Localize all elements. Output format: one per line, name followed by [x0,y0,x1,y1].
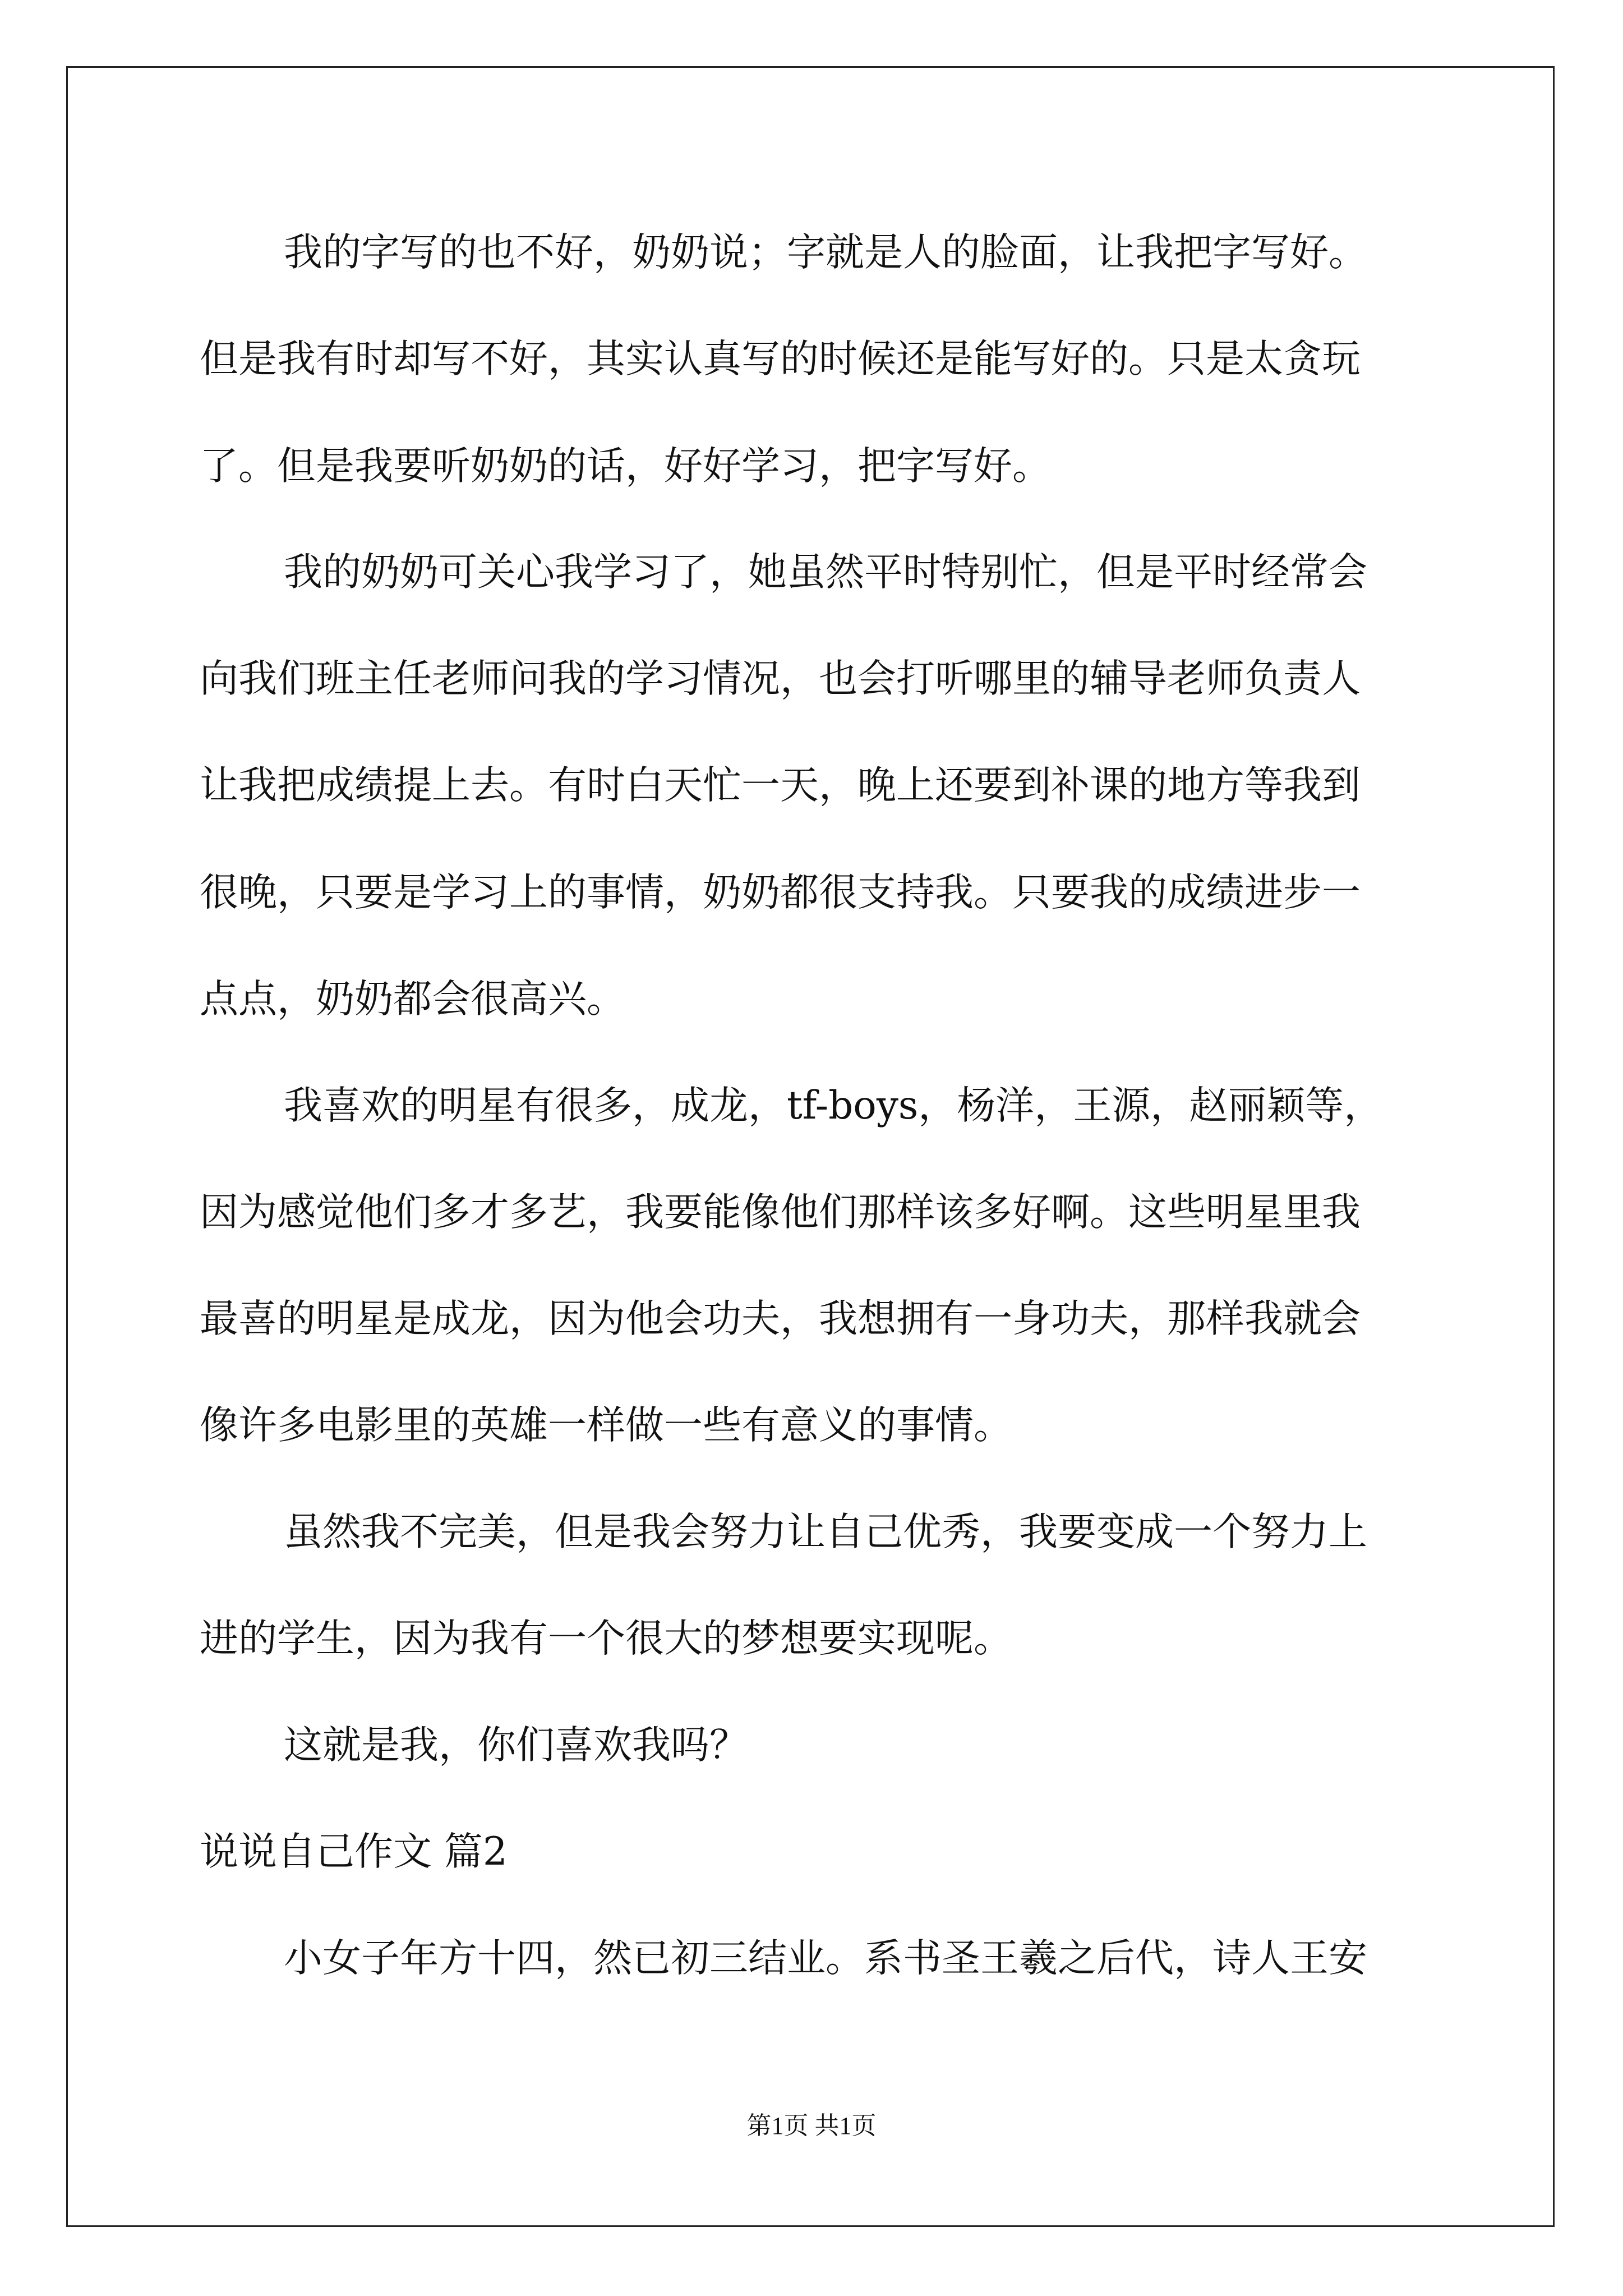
paragraph-line: 很晚，只要是学习上的事情，奶奶都很支持我。只要我的成绩进步一 [200,870,1361,915]
paragraph-line: 进的学生，因为我有一个很大的梦想要实现呢。 [200,1616,1012,1661]
paragraph-line: 我喜欢的明星有很多，成龙，tf-boys，杨洋，王源，赵丽颖等， [284,1083,1383,1128]
paragraph-line: 小女子年方十四，然已初三结业。系书圣王羲之后代，诗人王安 [284,1936,1367,1981]
section-heading: 说说自己作文 篇2 [200,1829,508,1874]
page-footer: 第1页 共1页 [746,2112,877,2139]
paragraph-line: 我的奶奶可关心我学习了，她虽然平时特别忙，但是平时经常会 [284,550,1367,595]
paragraph-line: 像许多电影里的英雄一样做一些有意义的事情。 [200,1403,1012,1448]
paragraph-line: 向我们班主任老师问我的学习情况，也会打听哪里的辅导老师负责人 [200,656,1361,701]
paragraph-line: 但是我有时却写不好，其实认真写的时候还是能写好的。只是太贪玩 [200,337,1361,381]
paragraph-line: 虽然我不完美，但是我会努力让自己优秀，我要变成一个努力上 [284,1510,1367,1554]
paragraph-line: 这就是我，你们喜欢我吗？ [284,1723,748,1768]
paragraph-line: 点点，奶奶都会很高兴。 [200,977,625,1022]
paragraph-line: 了。但是我要听奶奶的话，好好学习，把字写好。 [200,444,1051,489]
paragraph-line: 让我把成绩提上去。有时白天忙一天，晚上还要到补课的地方等我到 [200,763,1361,808]
page-border [66,66,1555,2227]
paragraph-line: 因为感觉他们多才多艺，我要能像他们那样该多好啊。这些明星里我 [200,1190,1361,1235]
paragraph-line: 最喜的明星是成龙，因为他会功夫，我想拥有一身功夫，那样我就会 [200,1296,1361,1341]
paragraph-line: 我的字写的也不好，奶奶说；字就是人的脸面，让我把字写好。 [284,230,1367,275]
